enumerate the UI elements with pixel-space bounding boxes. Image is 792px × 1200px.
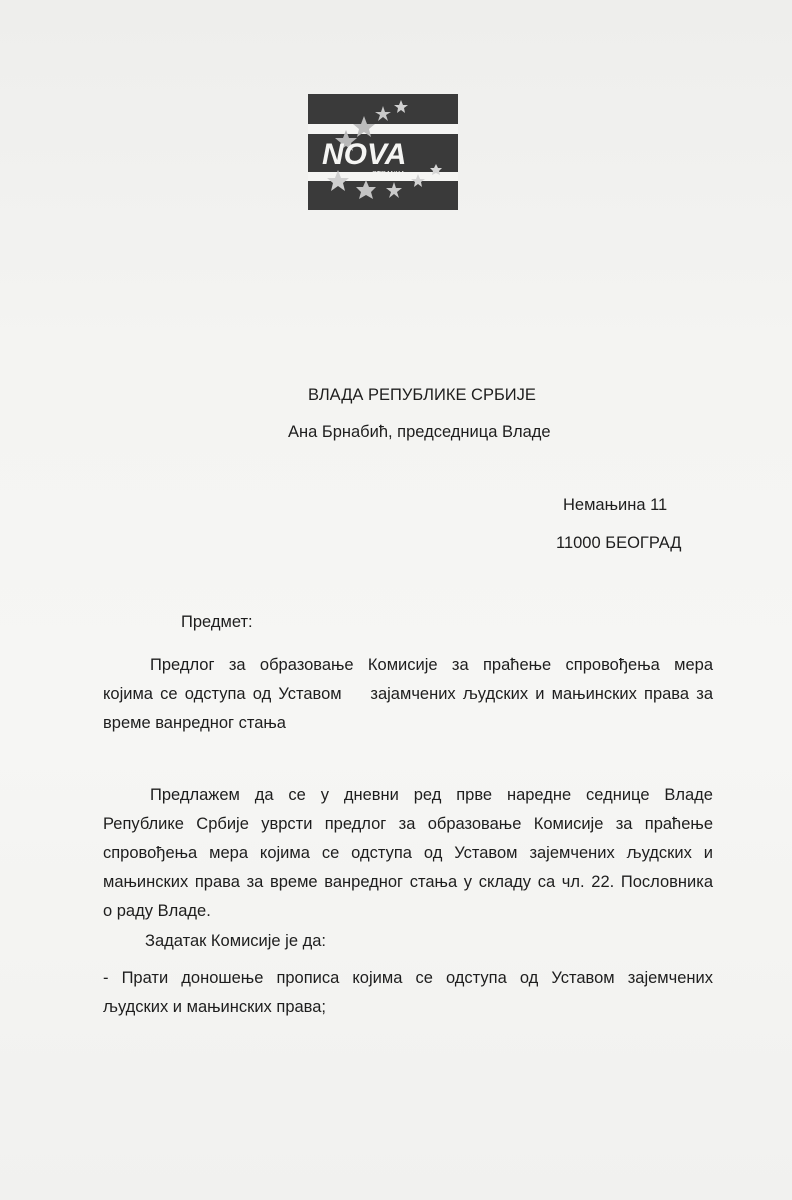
tasks-intro: Задатак Комисије је да:	[145, 932, 326, 950]
addressee-recipient: Ана Брнабић, председница Владе	[288, 423, 551, 441]
paragraph-line: мањинских права за време ванредног стања у складу са чл. 22. Пословника	[103, 873, 713, 891]
subject-line: време ванредног стања	[103, 714, 286, 732]
addressee-institution: ВЛАДА РЕПУБЛИКЕ СРБИЈЕ	[308, 386, 536, 404]
request-paragraph	[103, 781, 713, 926]
logo-subtitle: STRANKA	[372, 171, 406, 178]
logo-brand: NOVA	[322, 138, 407, 171]
paragraph-line: о раду Владе.	[103, 902, 211, 920]
paragraph-line: Предлажем да се у дневни ред прве наредне седнице Владе	[150, 786, 713, 804]
paragraph-line: спровођења мера којима се одступа од Уставом зајемчених људских и	[103, 844, 713, 862]
address-city: 11000 БЕОГРАД	[556, 534, 682, 552]
subject-line: којима се одступа од Уставом зајамчених људских и мањинских права за	[103, 685, 713, 703]
party-logo	[308, 94, 458, 210]
paragraph-line: Републике Србије уврсти предлог за образовање Комисије за праћење	[103, 815, 713, 833]
subject-label: Предмет:	[181, 613, 253, 631]
subject-line: Предлог за образовање Комисије за праћење спровођења мера	[150, 656, 713, 674]
task-item-1	[103, 964, 713, 1022]
task-line: људских и мањинских права;	[103, 998, 327, 1016]
subject-text	[103, 651, 713, 738]
address-street: Немањина 11	[563, 496, 668, 514]
logo-graphic	[308, 94, 458, 210]
task-line: - Прати доношење прописа којима се одступа од Уставом зајемчених	[103, 969, 713, 987]
